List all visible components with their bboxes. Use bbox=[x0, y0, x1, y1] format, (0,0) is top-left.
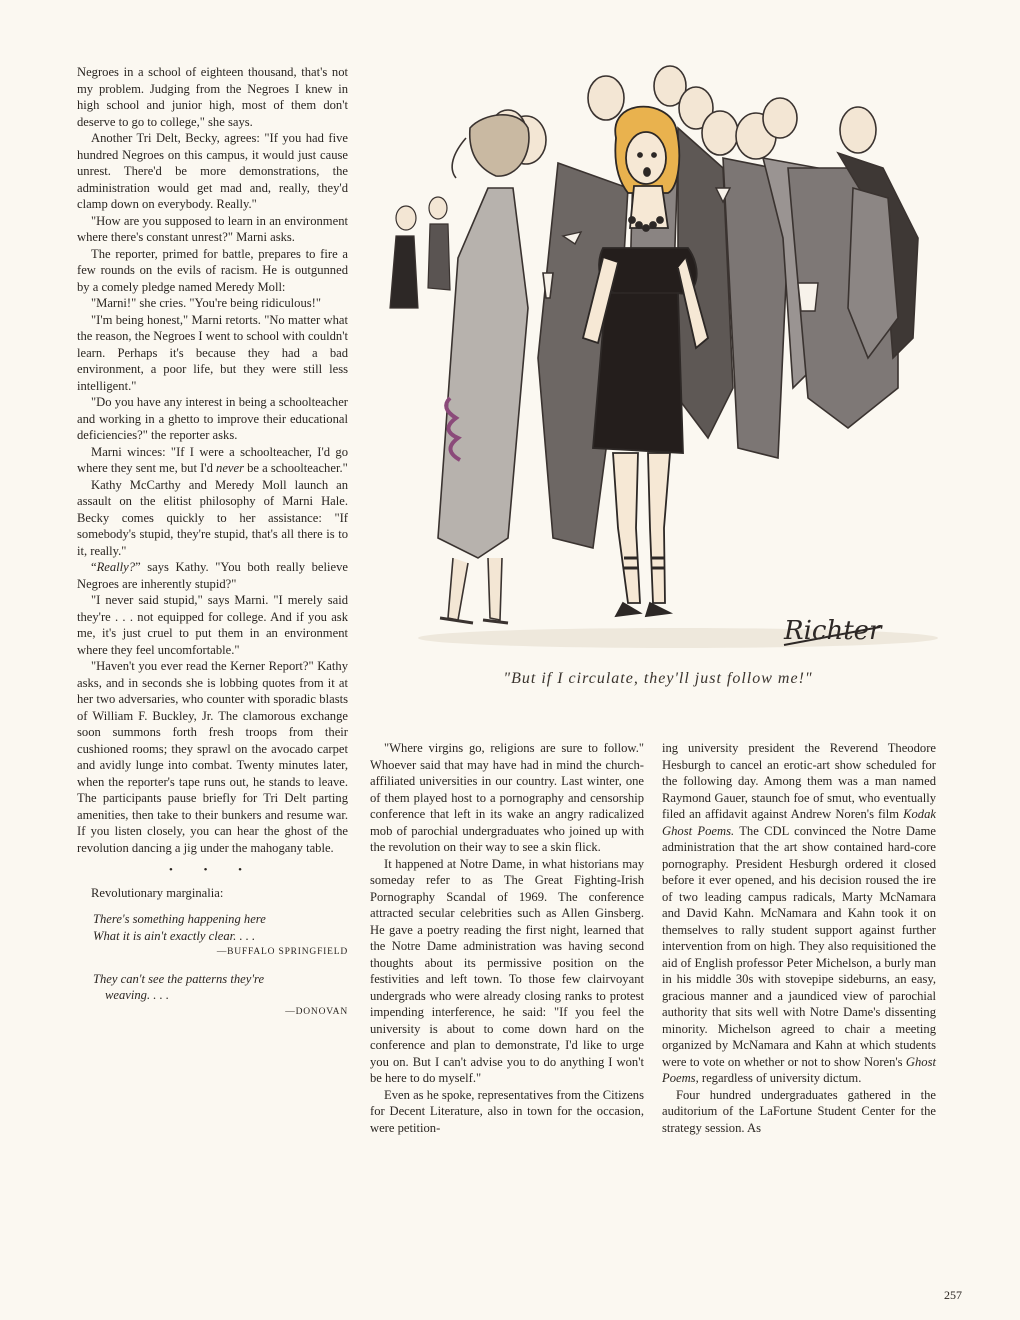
paragraph: “Really?” says Kathy. "You both really believe Negroes are inherently stupid?" bbox=[77, 560, 348, 591]
verse-line: What it is ain't exactly clear. . . . bbox=[93, 928, 256, 943]
signature-text: Richter bbox=[784, 616, 882, 646]
right-column bbox=[662, 740, 936, 1136]
text-run: The CDL convinced the Notre Dame administration that the art show contained hard-core pornography. President Hesburgh ordered it closed before it ever opened, and his decision roused the ire of two leading campus radicals, Marty McNamara and David Kahn. McNamara and Kahn took it on themselves to rally student support against further intervention from on high. They also requisitioned the aid of English professor Peter Michelson, a burly man in his middle 30s with stovepipe sideburns, an easy, gracious manner and a jaundiced view of parochial authority that sits well with Notre Dame's dissenting minority. Michelson agreed to chair a meeting organized by McNamara and Kahn at which students were to vote on whether or not to show Noren's bbox=[662, 823, 936, 1069]
paragraph: "How are you supposed to learn in an environment where there's constant unrest?" Marni asks. bbox=[77, 213, 348, 244]
background-figures bbox=[390, 197, 450, 308]
artist-signature bbox=[780, 605, 890, 655]
paragraph: "Where virgins go, religions are sure to follow." Whoever said that may have had in mind the church-affiliated universities in our country. Last winter, one of them played host to a pornography and censorship conference that left in its wake an angry radicalized mob of parochial undergraduates who joined up with the revolution on their way to see a skin flick. bbox=[370, 741, 644, 854]
cartoon-caption: "But if I circulate, they'll just follow me!" bbox=[503, 670, 813, 687]
text-run: says Kathy. "You both really believe Negroes are inherently stupid?" bbox=[77, 560, 348, 591]
paragraph bbox=[77, 444, 348, 477]
paragraph: Four hundred undergraduates gathered in the auditorium of the LaFortune Student Center for the strategy session. As bbox=[662, 1087, 936, 1135]
section-separator: • • • bbox=[168, 864, 257, 876]
page-number: 257 bbox=[944, 1288, 962, 1302]
text-run: Marni winces: "If I were a schoolteacher, I'd go where they sent me, but I'd bbox=[77, 444, 348, 475]
verse-line: They can't see the patterns they're bbox=[93, 971, 265, 986]
paragraph: "Do you have any interest in being a schoolteacher and working in a ghetto to improve their educational deficiencies?" the reporter asks. bbox=[77, 395, 348, 442]
paragraph: Even as he spoke, representatives from the Citizens for Decent Literature, also in town for the occasion, were petition- bbox=[370, 1087, 644, 1135]
woman-grey-dress bbox=[438, 115, 553, 623]
paragraph: The reporter, primed for battle, prepares to fire a few rounds on the evils of racism. He is outgunned by a comely pledge named Meredy Moll: bbox=[77, 246, 348, 294]
verse-line: There's something happening here bbox=[93, 912, 266, 926]
text-run: be a schoolteacher." bbox=[243, 461, 348, 475]
emphasis: never bbox=[216, 461, 244, 475]
crowd-men bbox=[490, 66, 918, 548]
left-column bbox=[77, 64, 348, 1020]
paragraph: Kathy McCarthy and Meredy Moll launch an assault on the elitist philosophy of Marni Hale. Becky comes quickly to her assistance: "If somebody's stupid, they're stupid, that's all there is to it, really." bbox=[77, 477, 348, 558]
verse-attribution: —DONOVAN bbox=[285, 1006, 348, 1017]
paragraph: "Marni!" she cries. "You're being ridiculous!" bbox=[91, 296, 322, 310]
paragraph bbox=[662, 740, 936, 1087]
paragraph: "I never said stupid," says Marni. "I merely said they're . . . not equipped for college. And if you ask me, it's just cruel to put them in an environment where they feel uncomfortable." bbox=[77, 593, 348, 657]
cartoon-illustration bbox=[378, 58, 938, 658]
paragraph: "I'm being honest," Marni retorts. "No matter what the reason, the Negroes I went to school with couldn't learn. Perhaps it's because they had a bad environment, a poor life, but they were still less intelligent." bbox=[77, 312, 348, 393]
text-run: ing university president the Reverend Theodore Hesburgh to cancel an erotic-art show scheduled for the following day. Among them was a man named Raymond Gauer, staunch foe of smut, who eventually filed an affidavit against Andrew Noren's film bbox=[662, 741, 936, 821]
middle-column bbox=[370, 740, 644, 1136]
verse-attribution: —BUFFALO SPRINGFIELD bbox=[216, 947, 348, 957]
paragraph: Negroes in a school of eighteen thousand, that's not my problem. Judging from the Negroes I knew in high school and junior high, most of them don't deserve to go to college," she says. bbox=[77, 65, 348, 129]
text-run: regardless of university dictum. bbox=[698, 1071, 862, 1085]
paragraph: "Haven't you ever read the Kerner Report?" Kathy asks, and in seconds she is lobbing quotes from it at her two adversaries, who counter with sporadic blasts of William F. Buckley, Jr. The clamorous exchange soon summons forth fresh troops from their cushioned rooms; they sprawl on the avocado carpet and avidly lunge into combat. Twenty minutes later, when the reporter's tape runs out, he stands to leave. The participants pause briefly for Tri Delt parting amenities, then take to their bunkers and resume war. If you listen closely, you can hear the ghost of the revolution dancing a jig under the mahogany table. bbox=[77, 659, 348, 855]
emphasis: Really? bbox=[96, 560, 136, 574]
paragraph: Another Tri Delt, Becky, agrees: "If you had five hundred Negroes on this campus, it would just cause unrest. There'd be more demonstrations, the administration would get mad and, really, they'd clamp down on everybody. Really." bbox=[77, 131, 348, 211]
verse-line: weaving. . . . bbox=[105, 988, 170, 1002]
paragraph: It happened at Notre Dame, in what historians may someday refer to as The Great Fighting-Irish Pornography Scandal of 1969. The conference attracted secular celebrities such as Allen Ginsberg. He gave a poetry reading the first night, learned that the Notre Dame administration was having second thoughts about its permissive position on the festivities and left town. To those few clairvoyant undergrads who were already closing ranks to protest impending interference, he said: "If you feel the university is about to come down hard on the conference and plan to demonstrate, I'd like to urge you on. But I can't advise you to do anything I won't be here to do myself." bbox=[370, 856, 644, 1085]
film-title: Kodak Ghost Poems. bbox=[662, 807, 936, 838]
paragraph: Revolutionary marginalia: bbox=[91, 885, 224, 900]
film-title: Ghost Poems, bbox=[662, 1054, 936, 1085]
